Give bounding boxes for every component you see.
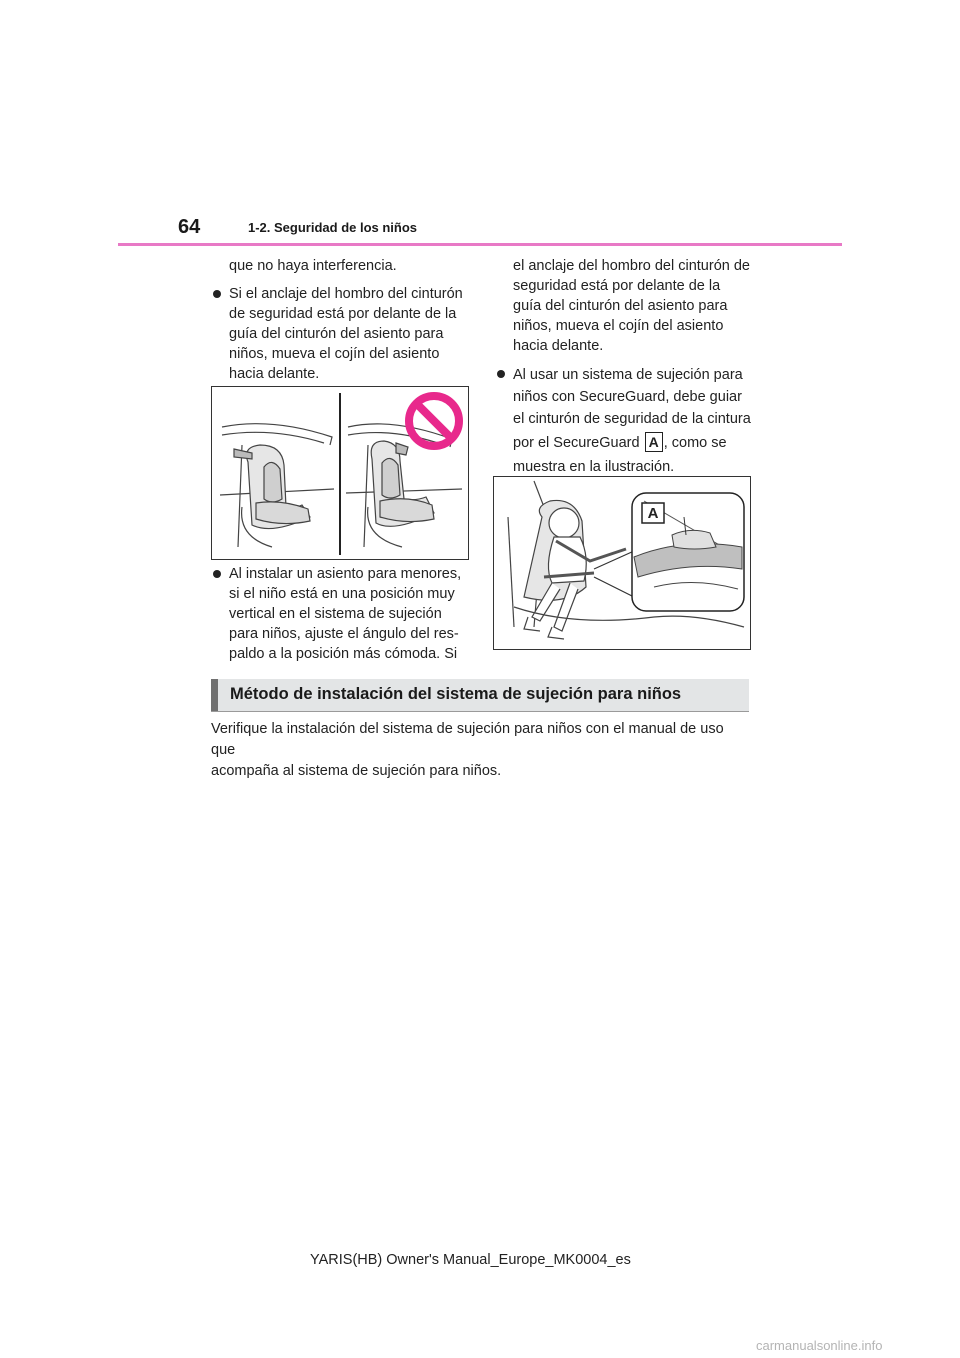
left-continuation-text: que no haya interferencia. <box>229 258 397 274</box>
secureguard-illustration <box>494 477 750 649</box>
seat-angle-illustration <box>212 387 468 559</box>
text-line: Si el anclaje del hombro del cinturón <box>229 286 463 302</box>
label-a-box: A <box>645 432 663 452</box>
figure-secureguard <box>493 476 751 650</box>
text-line: acompaña al sistema de sujeción para niños. <box>211 763 502 779</box>
section-title: 1-2. Seguridad de los niños <box>248 220 418 235</box>
heading-underline <box>211 711 749 712</box>
watermark: carmanualsonline.info <box>756 1338 883 1353</box>
bullet-item <box>212 284 474 384</box>
prohibition-icon <box>409 396 459 446</box>
text-line: si el niño está en una posición muy <box>229 586 455 602</box>
figure-seat-angle <box>211 386 469 560</box>
text-line: muestra en la ilustración. <box>513 459 675 475</box>
section-heading-bar <box>211 679 749 711</box>
text-line: niños, mueva el cojín del asiento <box>513 318 724 334</box>
bullet-item <box>212 564 474 664</box>
text-line: vertical en el sistema de sujeción <box>229 606 442 622</box>
left-column <box>212 256 474 384</box>
page-number: 64 <box>178 216 201 238</box>
text-line: guía del cinturón del asiento para <box>513 298 728 314</box>
section-body <box>211 719 751 782</box>
text-line: guía del cinturón del asiento para <box>229 326 444 342</box>
right-column <box>496 256 758 478</box>
callout-label: A <box>647 505 659 522</box>
bullet-item <box>496 364 758 478</box>
text-line: hacia delante. <box>229 366 320 382</box>
text-line <box>513 432 758 454</box>
text-line: Al instalar un asiento para menores, <box>229 566 462 582</box>
left-column-lower <box>212 564 474 664</box>
text-line: para niños, ajuste el ángulo del res- <box>229 626 459 642</box>
text-fragment: por el SecureGuard <box>513 435 640 451</box>
text-line: seguridad está por delante de la <box>513 278 721 294</box>
text-fragment: , como se <box>663 435 727 451</box>
callout-detail <box>632 493 744 611</box>
text-line: niños con SecureGuard, debe guiar <box>513 389 742 405</box>
footer-text: YARIS(HB) Owner's Manual_Europe_MK0004_es <box>310 1252 631 1268</box>
header-rule <box>118 243 842 246</box>
text-line: el cinturón de seguridad de la cintura <box>513 411 751 427</box>
section-heading: Método de instalación del sistema de sujeción para niños <box>230 685 682 703</box>
text-line: niños, mueva el cojín del asiento <box>229 346 440 362</box>
text-line: hacia delante. <box>513 338 604 354</box>
text-line: de seguridad está por delante de la <box>229 306 457 322</box>
text-line: Verifique la instalación del sistema de sujeción para niños con el manual de uso que <box>211 721 724 758</box>
text-line: Al usar un sistema de sujeción para <box>513 367 743 383</box>
text-line: el anclaje del hombro del cinturón de <box>513 258 750 274</box>
text-line: paldo a la posición más cómoda. Si <box>229 646 458 662</box>
